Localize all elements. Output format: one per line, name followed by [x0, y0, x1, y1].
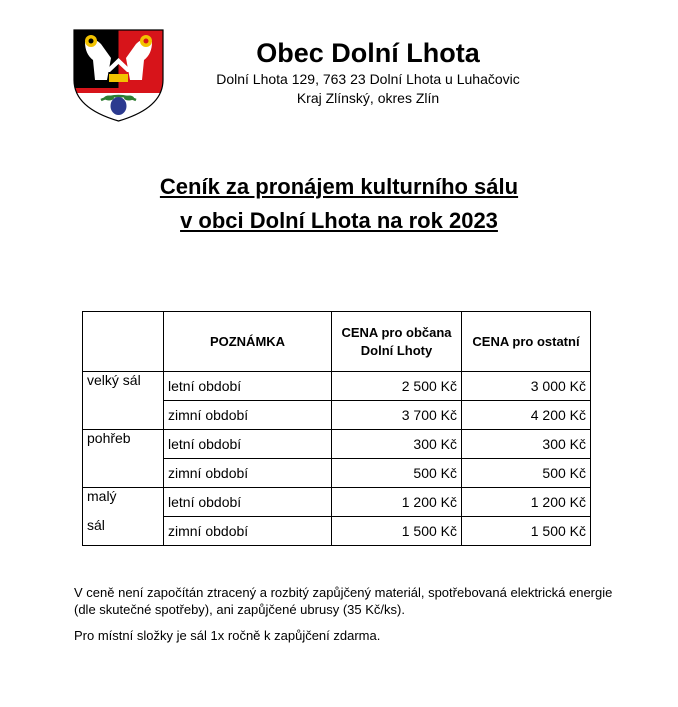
title-line-1: Ceník za pronájem kulturního sálu	[159, 174, 519, 199]
footnotes	[74, 584, 614, 653]
row-price-others: 1 500 Kč	[462, 517, 591, 546]
row-price-others: 300 Kč	[462, 430, 591, 459]
header-price-others: CENA pro ostatní	[462, 312, 591, 372]
table-row	[83, 372, 591, 401]
row-category: sál	[83, 517, 164, 546]
row-price-citizens: 1 500 Kč	[332, 517, 462, 546]
row-price-others: 4 200 Kč	[462, 401, 591, 430]
row-category: malý	[83, 488, 164, 517]
header-price-citizens: CENA pro občana Dolní Lhoty	[332, 312, 462, 372]
table-row	[83, 430, 591, 459]
municipality-address: Dolní Lhota 129, 763 23 Dolní Lhota u Luhačovic	[216, 71, 520, 87]
row-note: zimní období	[164, 401, 332, 430]
row-category: pohřeb	[83, 430, 164, 488]
price-table	[82, 311, 591, 546]
document-title	[0, 170, 678, 238]
row-price-others: 1 200 Kč	[462, 488, 591, 517]
municipality-region: Kraj Zlínský, okres Zlín	[296, 90, 440, 106]
row-note: zimní období	[164, 459, 332, 488]
row-note: zimní období	[164, 517, 332, 546]
row-price-citizens: 1 200 Kč	[332, 488, 462, 517]
table-row	[83, 517, 591, 546]
table-header-row	[83, 312, 591, 372]
footnote-materials: V ceně není započítán ztracený a rozbitý zapůjčený materiál, spotřebovaná elektrická energie (dle skutečné spotřeby), ani zapůjčené ubrusy (35 Kč/ks).	[74, 585, 613, 617]
header-note: POZNÁMKA	[164, 312, 332, 372]
row-note: letní období	[164, 430, 332, 459]
municipality-name: Obec Dolní Lhota	[256, 38, 480, 68]
row-price-citizens: 2 500 Kč	[332, 372, 462, 401]
row-category: velký sál	[83, 372, 164, 430]
row-price-citizens: 300 Kč	[332, 430, 462, 459]
coat-of-arms-icon	[71, 28, 166, 123]
title-line-2: v obci Dolní Lhota na rok 2023	[180, 208, 498, 233]
row-note: letní období	[164, 488, 332, 517]
row-price-others: 500 Kč	[462, 459, 591, 488]
row-price-others: 3 000 Kč	[462, 372, 591, 401]
header-category	[83, 312, 164, 372]
row-price-citizens: 500 Kč	[332, 459, 462, 488]
letterhead	[180, 36, 556, 108]
row-price-citizens: 3 700 Kč	[332, 401, 462, 430]
table-row	[83, 488, 591, 517]
footnote-local-groups: Pro místní složky je sál 1x ročně k zapůjčení zdarma.	[74, 628, 381, 643]
row-note: letní období	[164, 372, 332, 401]
